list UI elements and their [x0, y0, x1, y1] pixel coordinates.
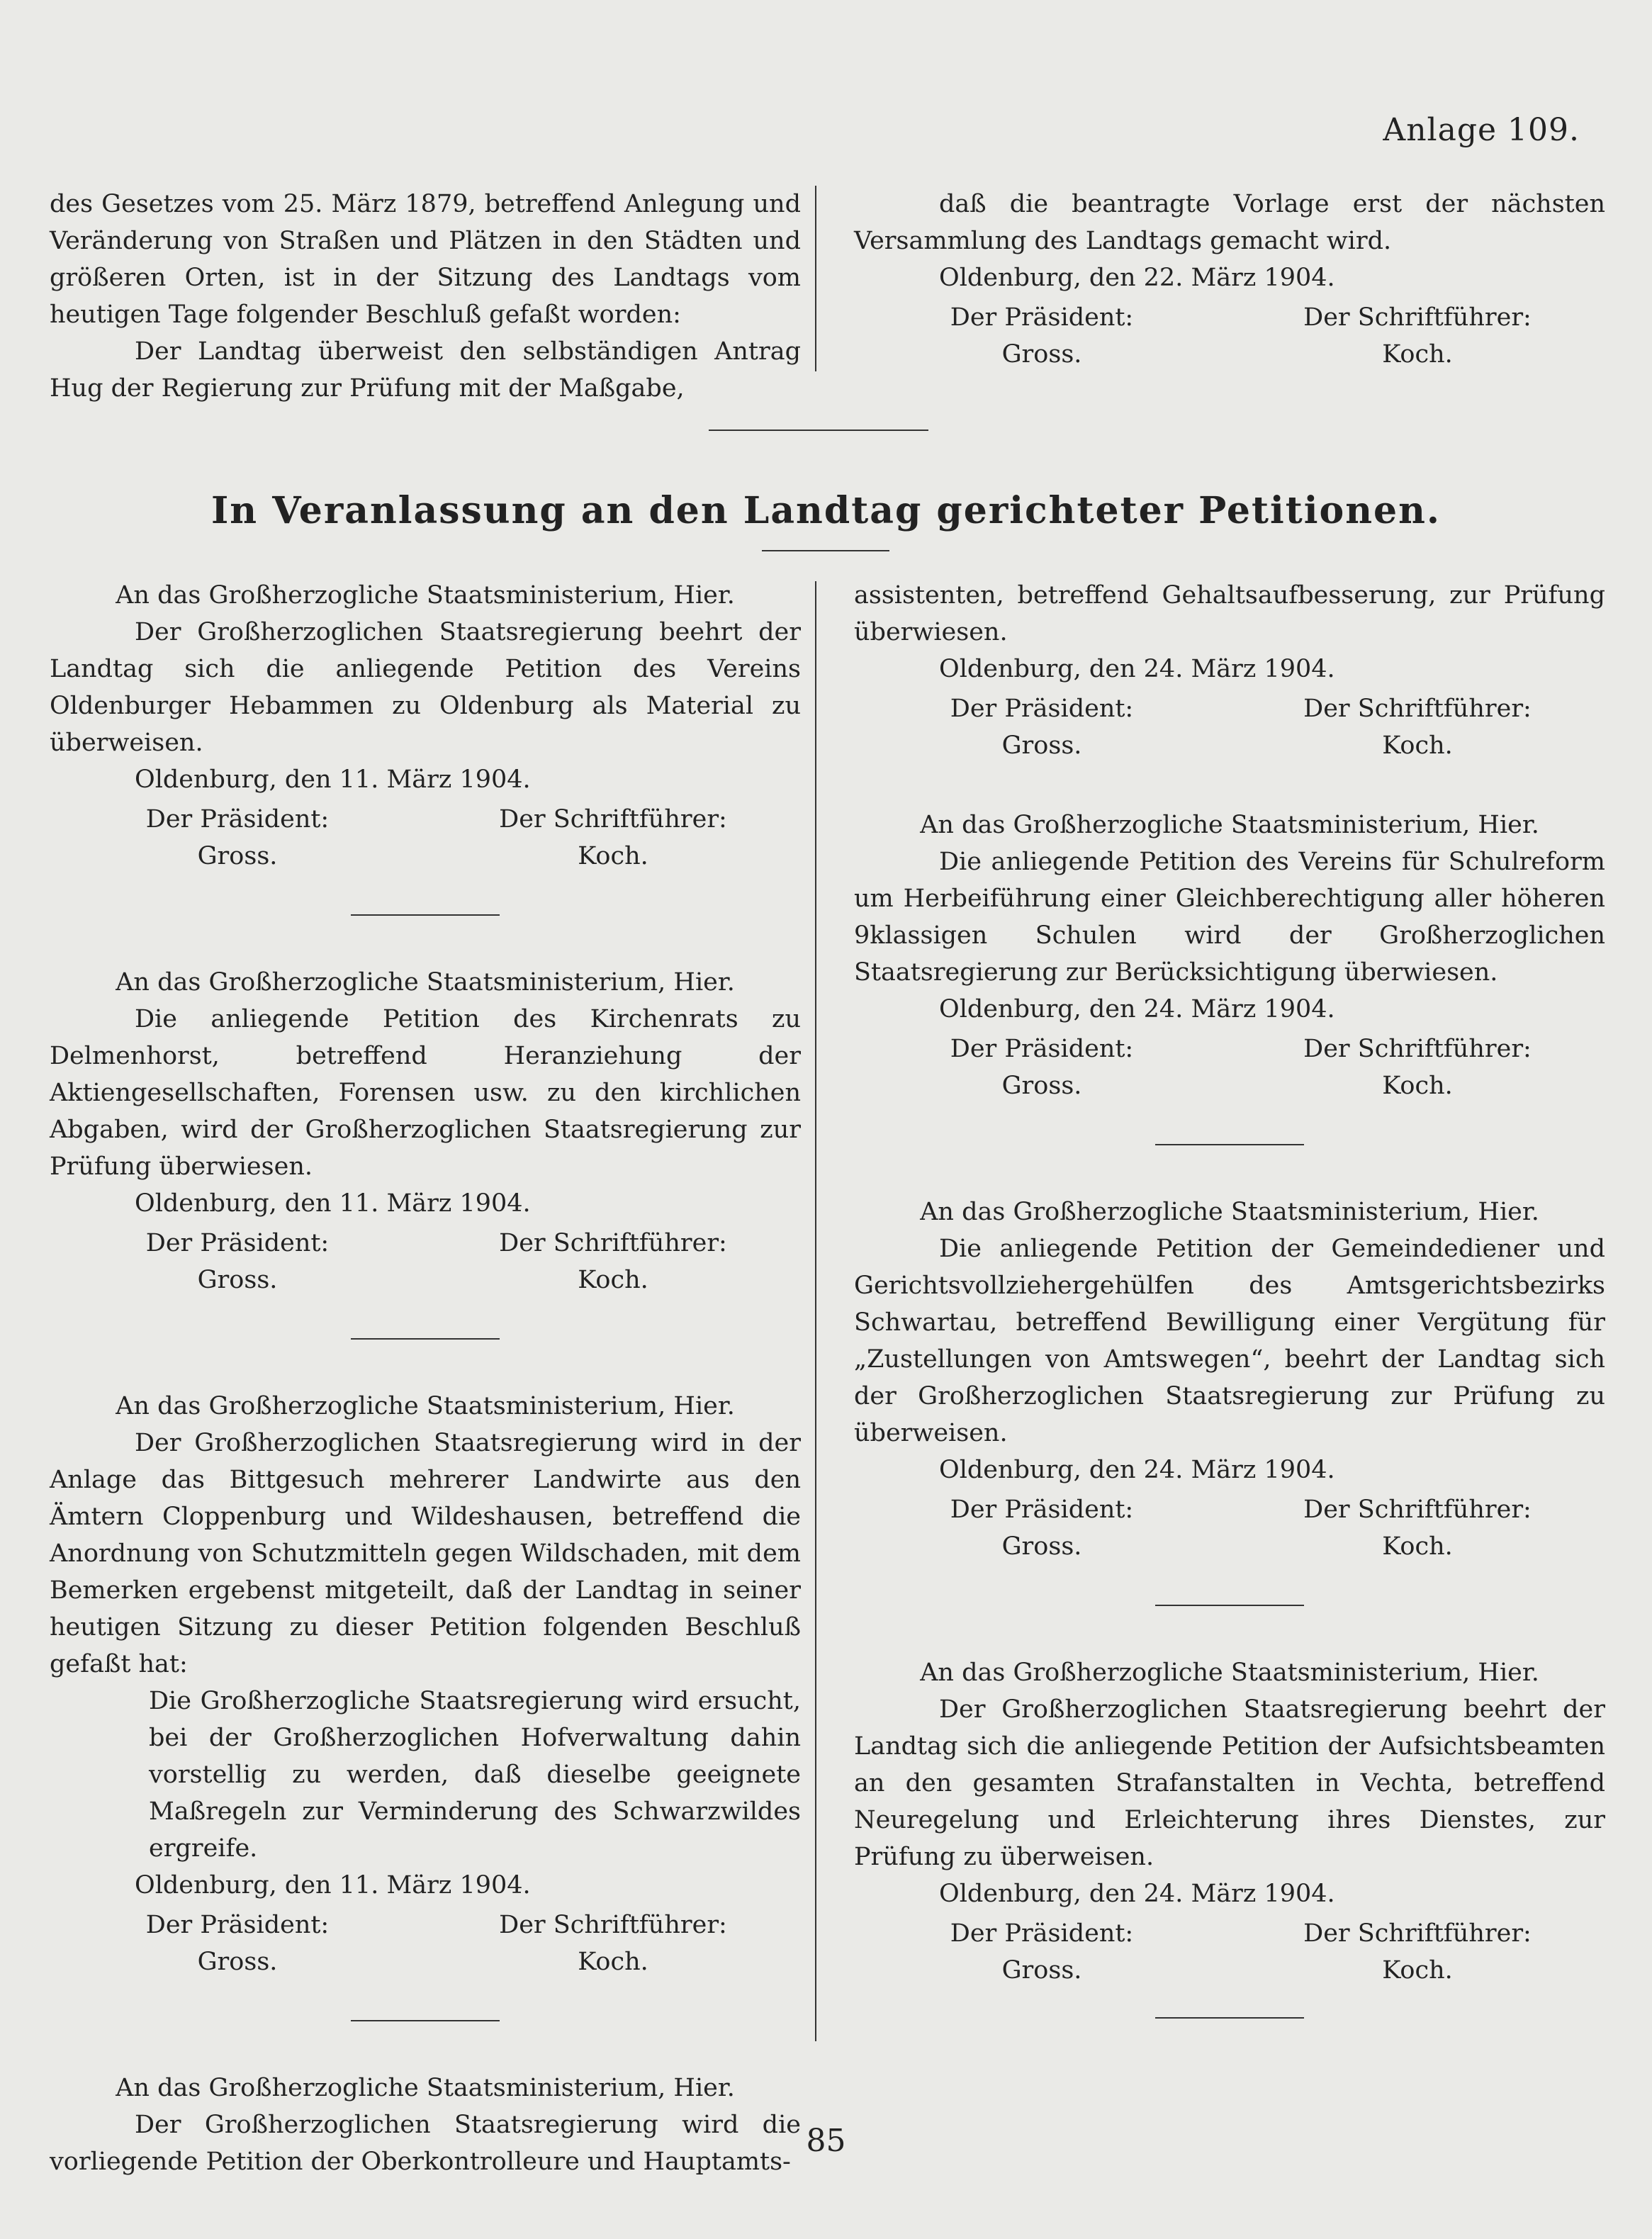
secretary-label: Der Schriftführer: — [499, 1229, 727, 1257]
president-name: Gross. — [1001, 340, 1082, 369]
president-name: Gross. — [197, 842, 278, 870]
secretary-name: Koch. — [1382, 1532, 1453, 1561]
address-line: An das Großherzogliche Staatsministerium, Hier. — [920, 1198, 1539, 1226]
signature-block — [50, 1225, 801, 1298]
petition-text: Die anliegende Petition der Gemeindediener und Gerichtsvollziehergehülfen des Amtsgerichtsbezirks Schwartau, betreffend Bewilligung einer Vergütung für „Zustellungen von Amtswegen“, beehrt der Landtag sich der Großherzoglichen Staatsregierung zur Prüfung zu überweisen. — [854, 1235, 1605, 1447]
president-label: Der Präsident: — [950, 1035, 1134, 1063]
signature-block — [854, 1031, 1605, 1104]
secretary-label: Der Schriftführer: — [1303, 1035, 1532, 1063]
president-label: Der Präsident: — [950, 1496, 1134, 1524]
secretary-label: Der Schriftführer: — [1303, 303, 1532, 332]
separator — [351, 1338, 500, 1340]
president-label: Der Präsident: — [145, 805, 330, 834]
secretary-name: Koch. — [1382, 1956, 1453, 1985]
president-name: Gross. — [197, 1948, 278, 1976]
place-date: Oldenburg, den 24. März 1904. — [939, 655, 1335, 683]
right-column — [854, 577, 1605, 2067]
top-left-resolution: Der Landtag überweist den selbständigen Antrag Hug der Regierung zur Prüfung mit der Maßgabe, — [50, 337, 801, 403]
petition-text: Die anliegende Petition des Kirchenrats zu Delmenhorst, betreffend Heranziehung der Aktiengesellschaften, Forensen usw. zu den kirchlichen Abgaben, wird der Großherzoglichen Staatsregierung zur Prüfung überwiesen. — [50, 1005, 801, 1181]
address-line: An das Großherzogliche Staatsministerium, Hier. — [920, 811, 1539, 839]
president-label: Der Präsident: — [950, 303, 1134, 332]
signature-block — [50, 1907, 801, 1980]
column-divider-top — [815, 186, 816, 371]
left-column — [50, 577, 801, 2180]
address-line: An das Großherzogliche Staatsministerium, Hier. — [920, 1659, 1539, 1687]
address-line: An das Großherzogliche Staatsministerium, Hier. — [116, 1392, 735, 1420]
anlage-header: Anlage 109. — [1383, 112, 1580, 148]
page-number: 85 — [806, 2123, 846, 2159]
president-name: Gross. — [1001, 1956, 1082, 1985]
place-date: Oldenburg, den 22. März 1904. — [939, 264, 1335, 292]
signature-block — [854, 690, 1605, 764]
separator — [351, 914, 500, 916]
separator — [762, 550, 889, 551]
top-right-paragraph: daß die beantragte Vorlage erst der nächsten Versammlung des Landtags gemacht wird. — [854, 190, 1605, 255]
secretary-name: Koch. — [1382, 1072, 1453, 1100]
president-label: Der Präsident: — [950, 695, 1134, 723]
place-date: Oldenburg, den 24. März 1904. — [939, 1456, 1335, 1484]
petition-text: Der Großherzoglichen Staatsregierung beehrt der Landtag sich die anliegende Petition des Vereins Oldenburger Hebammen zu Oldenburg als Material zu überweisen. — [50, 618, 801, 757]
place-date: Oldenburg, den 24. März 1904. — [939, 1880, 1335, 1908]
signature-block — [854, 299, 1605, 373]
petition-text: Der Großherzoglichen Staatsregierung wird die vorliegende Petition der Oberkontrolleure und Hauptamts- — [50, 2111, 801, 2176]
signature-block — [50, 801, 801, 875]
president-label: Der Präsident: — [950, 1919, 1134, 1948]
place-date: Oldenburg, den 24. März 1904. — [939, 995, 1335, 1023]
secretary-label: Der Schriftführer: — [1303, 1919, 1532, 1948]
petition-text: Der Großherzoglichen Staatsregierung beehrt der Landtag sich die anliegende Petition der Aufsichtsbeamten an den gesamten Strafanstalten in Vechta, betreffend Neuregelung und Erleichterung ihres Dienstes, zur Prüfung zu überweisen. — [854, 1695, 1605, 1871]
secretary-name: Koch. — [1382, 731, 1453, 760]
address-line: An das Großherzogliche Staatsministerium, Hier. — [116, 581, 735, 610]
separator — [1155, 2017, 1304, 2019]
place-date: Oldenburg, den 11. März 1904. — [135, 1189, 531, 1218]
petition-text: Der Großherzoglichen Staatsregierung wird in der Anlage das Bittgesuch mehrerer Landwirte aus den Ämtern Cloppenburg und Wildeshausen, betreffend die Anordnung von Schutzmitteln gegen Wildschaden, mit dem Bemerken ergebenst mitgeteilt, daß der Landtag in seiner heutigen Sitzung zu dieser Petition folgenden Beschluß gefaßt hat: — [50, 1429, 801, 1678]
section-title: In Veranlassung an den Landtag gerichteter Petitionen. — [210, 489, 1441, 532]
separator — [1155, 1144, 1304, 1145]
president-name: Gross. — [1001, 1532, 1082, 1561]
secretary-label: Der Schriftführer: — [1303, 695, 1532, 723]
petition-text: assistenten, betreffend Gehaltsaufbesserung, zur Prüfung überwiesen. — [854, 581, 1605, 646]
secretary-label: Der Schriftführer: — [499, 1911, 727, 1939]
petition-text: Die anliegende Petition des Vereins für Schulreform um Herbeiführung einer Gleichberechtigung aller höheren 9klassigen Schulen wird der Großherzoglichen Staatsregierung zur Berücksichtigung überwiesen. — [854, 848, 1605, 987]
signature-block — [854, 1491, 1605, 1565]
top-left-column — [50, 186, 801, 407]
secretary-label: Der Schriftführer: — [499, 805, 727, 834]
secretary-label: Der Schriftführer: — [1303, 1496, 1532, 1524]
president-name: Gross. — [1001, 1072, 1082, 1100]
place-date: Oldenburg, den 11. März 1904. — [135, 1871, 531, 1899]
separator — [1155, 1605, 1304, 1606]
president-label: Der Präsident: — [145, 1229, 330, 1257]
secretary-name: Koch. — [578, 1266, 648, 1294]
secretary-name: Koch. — [578, 842, 648, 870]
president-label: Der Präsident: — [145, 1911, 330, 1939]
resolution-quote: Die Großherzogliche Staatsregierung wird ersucht, bei der Großherzoglichen Hofverwaltung dahin vorstellig zu werden, daß dieselbe geeignete Maßregeln zur Verminderung des Schwarzwildes ergreife. — [149, 1687, 801, 1863]
separator — [351, 2020, 500, 2021]
place-date: Oldenburg, den 11. März 1904. — [135, 765, 531, 794]
signature-block — [854, 1915, 1605, 1989]
top-left-paragraph: des Gesetzes vom 25. März 1879, betreffend Anlegung und Veränderung von Straßen und Plätzen in den Städten und größeren Orten, ist in der Sitzung des Landtags vom heutigen Tage folgender Beschluß gefaßt worden: — [50, 190, 801, 329]
president-name: Gross. — [1001, 731, 1082, 760]
secretary-name: Koch. — [578, 1948, 648, 1976]
address-line: An das Großherzogliche Staatsministerium, Hier. — [116, 968, 735, 997]
separator — [709, 430, 928, 431]
address-line: An das Großherzogliche Staatsministerium, Hier. — [116, 2074, 735, 2102]
column-divider-main — [815, 581, 816, 2041]
secretary-name: Koch. — [1382, 340, 1453, 369]
top-right-column — [854, 186, 1605, 373]
president-name: Gross. — [197, 1266, 278, 1294]
